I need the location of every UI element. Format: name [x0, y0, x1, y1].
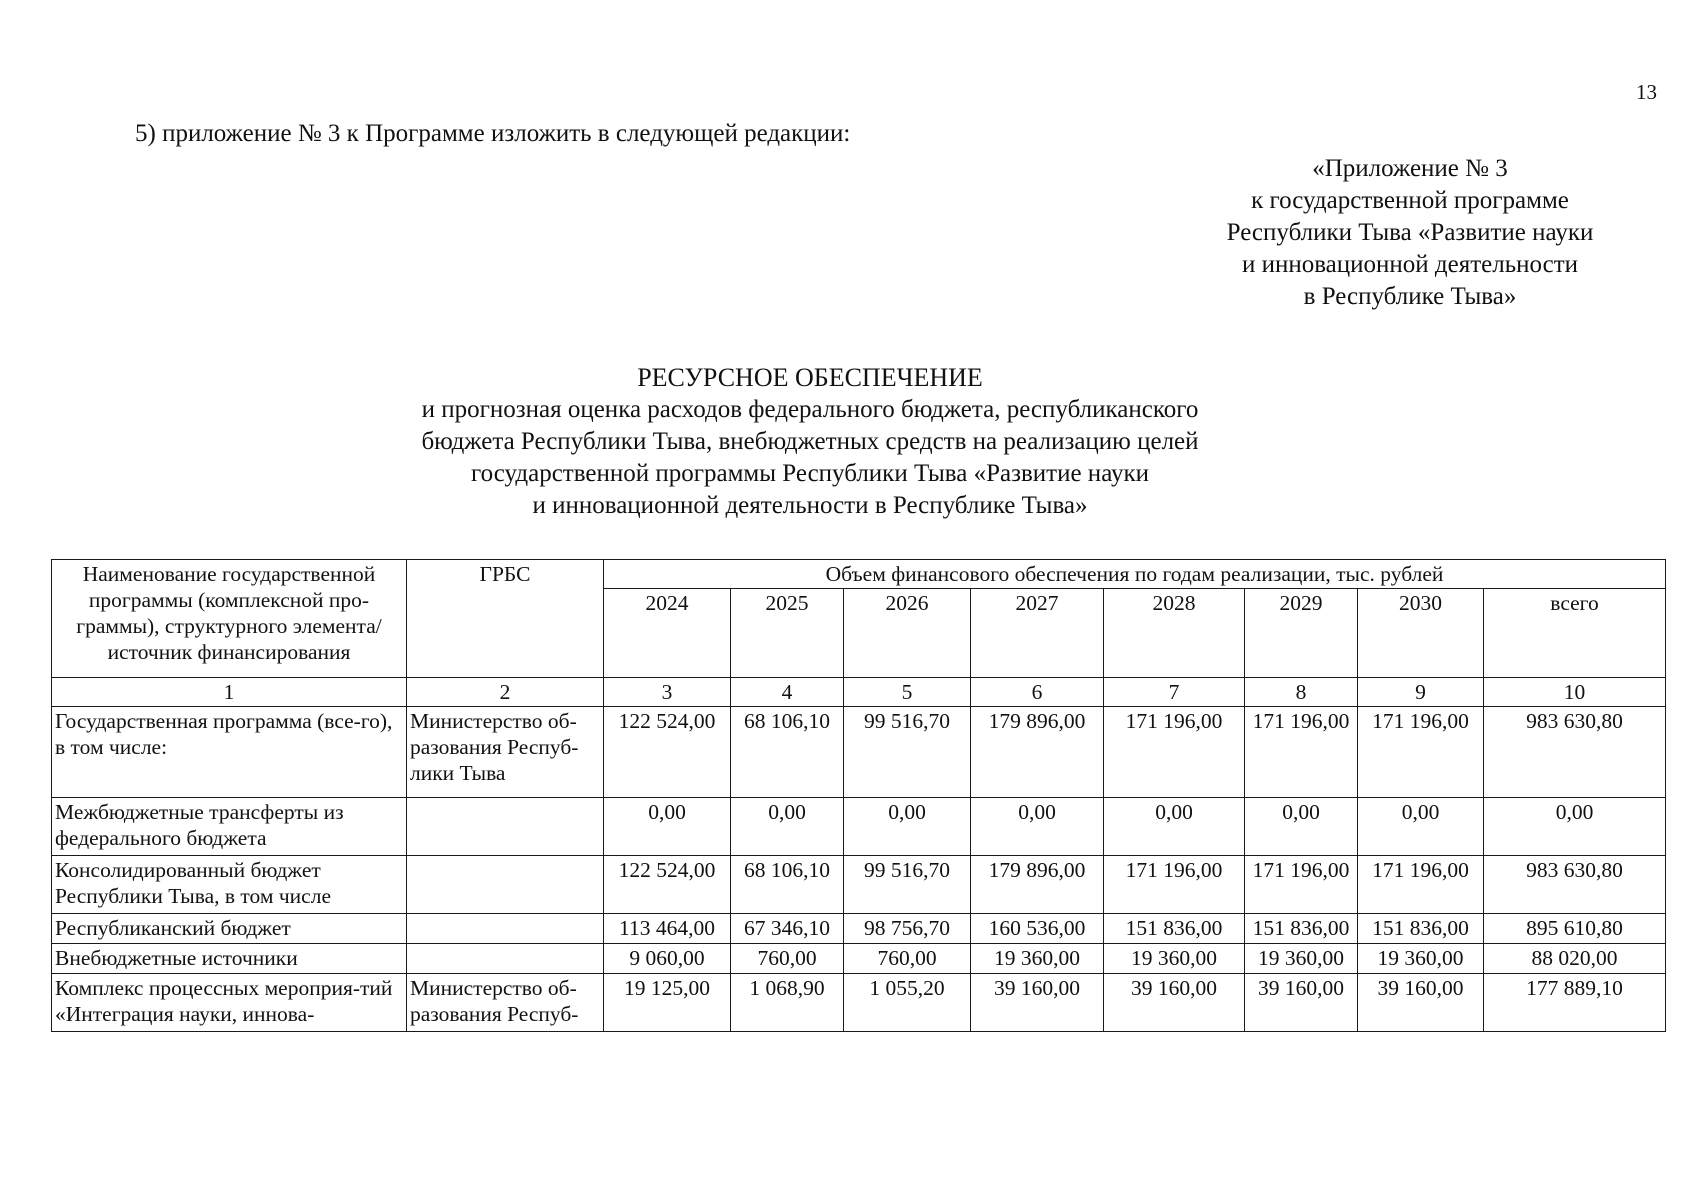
table-row	[52, 707, 1666, 798]
value-cell: 151 836,00	[1245, 914, 1358, 944]
header-volume: Объем финансового обеспечения по годам реализации, тыс. рублей	[604, 560, 1666, 589]
row-grbs: Министерство об-разования Респуб-	[407, 974, 604, 1032]
value-cell: 171 196,00	[1245, 856, 1358, 914]
row-name: Государственная программа (все-го), в том числе:	[52, 707, 407, 798]
appendix-line: в Республике Тыва»	[1303, 283, 1517, 310]
value-cell: 19 360,00	[971, 944, 1104, 974]
column-number: 4	[731, 678, 844, 707]
intro-paragraph: 5) приложение № 3 к Программе изложить в следующей редакции:	[135, 120, 851, 147]
total-cell: 0,00	[1484, 798, 1666, 856]
value-cell: 179 896,00	[971, 707, 1104, 798]
value-cell: 760,00	[731, 944, 844, 974]
appendix-reference	[1160, 153, 1660, 313]
value-cell: 39 160,00	[1245, 974, 1358, 1032]
value-cell: 39 160,00	[1104, 974, 1245, 1032]
column-number: 8	[1245, 678, 1358, 707]
value-cell: 0,00	[1245, 798, 1358, 856]
value-cell: 68 106,10	[731, 856, 844, 914]
table-row	[52, 944, 1666, 974]
value-cell: 171 196,00	[1104, 707, 1245, 798]
document-title-block	[330, 362, 1290, 522]
subtitle-line: и инновационной деятельности в Республике Тыва»	[532, 492, 1088, 519]
value-cell: 171 196,00	[1104, 856, 1245, 914]
column-number: 7	[1104, 678, 1245, 707]
value-cell: 1 068,90	[731, 974, 844, 1032]
table-row	[52, 856, 1666, 914]
value-cell: 171 196,00	[1358, 856, 1484, 914]
resource-table	[51, 559, 1666, 1032]
row-name: Республиканский бюджет	[52, 914, 407, 944]
row-grbs	[407, 856, 604, 914]
appendix-line: «Приложение № 3	[1312, 155, 1508, 182]
table-row	[52, 974, 1666, 1032]
year-header: 2024	[604, 589, 731, 678]
year-header: 2026	[844, 589, 971, 678]
year-header: 2029	[1245, 589, 1358, 678]
value-cell: 0,00	[604, 798, 731, 856]
total-cell: 895 610,80	[1484, 914, 1666, 944]
value-cell: 0,00	[844, 798, 971, 856]
total-cell: 983 630,80	[1484, 856, 1666, 914]
value-cell: 99 516,70	[844, 856, 971, 914]
row-grbs: Министерство об-разования Респуб-лики Тыва	[407, 707, 604, 798]
value-cell: 0,00	[971, 798, 1104, 856]
page-number: 13	[1636, 80, 1657, 104]
appendix-line: Республики Тыва «Развитие науки	[1226, 219, 1594, 246]
value-cell: 171 196,00	[1245, 707, 1358, 798]
value-cell: 19 360,00	[1104, 944, 1245, 974]
column-number-row	[52, 678, 1666, 707]
value-cell: 122 524,00	[604, 707, 731, 798]
year-header: 2030	[1358, 589, 1484, 678]
total-header: всего	[1484, 589, 1666, 678]
value-cell: 9 060,00	[604, 944, 731, 974]
value-cell: 99 516,70	[844, 707, 971, 798]
column-number: 9	[1358, 678, 1484, 707]
total-cell: 177 889,10	[1484, 974, 1666, 1032]
total-cell: 88 020,00	[1484, 944, 1666, 974]
table-row	[52, 798, 1666, 856]
document-title: РЕСУРСНОЕ ОБЕСПЕЧЕНИЕ	[637, 363, 983, 392]
header-name: Наименование государственной программы (комплексной про-граммы), структурного элемента/ источник финансирования	[52, 560, 407, 678]
table-row	[52, 914, 1666, 944]
value-cell: 122 524,00	[604, 856, 731, 914]
year-header: 2027	[971, 589, 1104, 678]
value-cell: 19 125,00	[604, 974, 731, 1032]
value-cell: 151 836,00	[1104, 914, 1245, 944]
subtitle-line: бюджета Республики Тыва, внебюджетных средств на реализацию целей	[421, 428, 1199, 455]
column-number: 10	[1484, 678, 1666, 707]
row-name: Межбюджетные трансферты из федерального бюджета	[52, 798, 407, 856]
year-header: 2025	[731, 589, 844, 678]
table-header-row	[52, 560, 1666, 589]
header-grbs: ГРБС	[407, 560, 604, 678]
value-cell: 113 464,00	[604, 914, 731, 944]
subtitle-line: и прогнозная оценка расходов федерального бюджета, республиканского	[421, 396, 1199, 423]
row-grbs	[407, 914, 604, 944]
value-cell: 19 360,00	[1245, 944, 1358, 974]
row-name: Внебюджетные источники	[52, 944, 407, 974]
value-cell: 0,00	[731, 798, 844, 856]
year-header: 2028	[1104, 589, 1245, 678]
column-number: 1	[52, 678, 407, 707]
value-cell: 19 360,00	[1358, 944, 1484, 974]
value-cell: 160 536,00	[971, 914, 1104, 944]
column-number: 5	[844, 678, 971, 707]
value-cell: 39 160,00	[1358, 974, 1484, 1032]
value-cell: 67 346,10	[731, 914, 844, 944]
value-cell: 98 756,70	[844, 914, 971, 944]
column-number: 6	[971, 678, 1104, 707]
column-number: 3	[604, 678, 731, 707]
appendix-line: к государственной программе	[1251, 187, 1569, 214]
row-grbs	[407, 798, 604, 856]
value-cell: 151 836,00	[1358, 914, 1484, 944]
value-cell: 0,00	[1358, 798, 1484, 856]
value-cell: 179 896,00	[971, 856, 1104, 914]
row-name: Консолидированный бюджет Республики Тыва, в том числе	[52, 856, 407, 914]
row-grbs	[407, 944, 604, 974]
subtitle-line: государственной программы Республики Тыва «Развитие науки	[470, 460, 1150, 487]
value-cell: 1 055,20	[844, 974, 971, 1032]
value-cell: 0,00	[1104, 798, 1245, 856]
value-cell: 68 106,10	[731, 707, 844, 798]
column-number: 2	[407, 678, 604, 707]
row-name: Комплекс процессных мероприя-тий «Интеграция науки, иннова-	[52, 974, 407, 1032]
appendix-line: и инновационной деятельности	[1241, 251, 1579, 278]
value-cell: 760,00	[844, 944, 971, 974]
total-cell: 983 630,80	[1484, 707, 1666, 798]
value-cell: 39 160,00	[971, 974, 1104, 1032]
value-cell: 171 196,00	[1358, 707, 1484, 798]
